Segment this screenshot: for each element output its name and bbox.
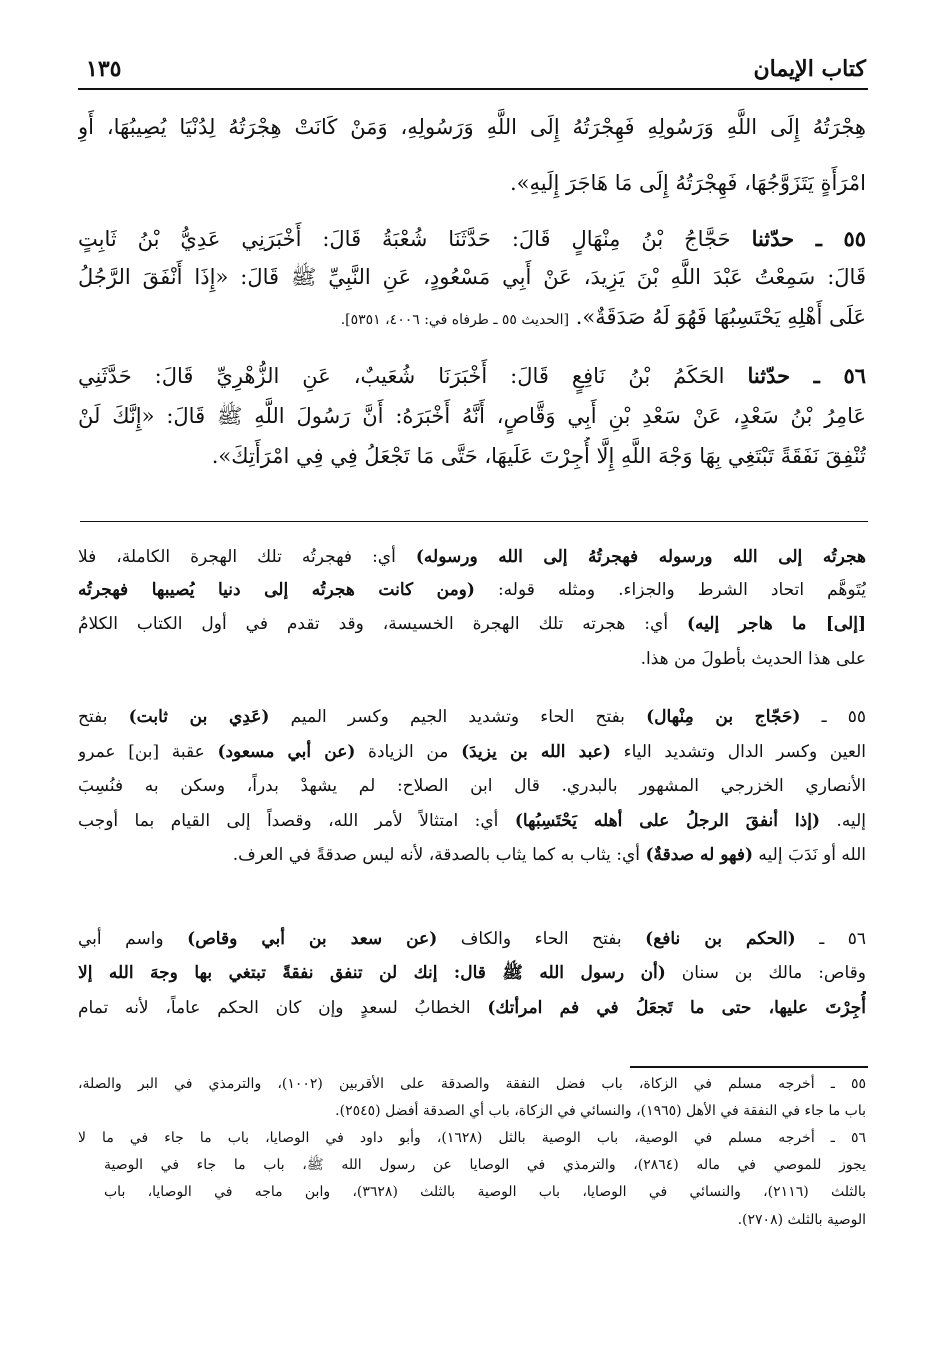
commentary-bold-segment: هجرتُه إلى الله ورسوله فهجرتُهُ إلى الله ورسوله) [415, 547, 866, 567]
commentary-segment: أي: يثاب به كما يثاب بالصدقة، لأنه ليس صدقةً في العرف. [232, 845, 646, 865]
hadith-line [78, 220, 866, 258]
footnote-segment: ٥٦ ـ أخرجه مسلم في الوصية، باب الوصية بالثل (١٦٢٨)، وأبو داود في الوصايا، باب ما جاء في ما لا [78, 1130, 866, 1146]
hadith-segment: الحَكَمُ بْنُ نَافِعٍ قَالَ: أَخْبَرَنَا شُعَيبٌ، عَنِ الزُّهْرِيِّ قَالَ: حَدَّثَنِي [78, 364, 748, 388]
hadith-line [78, 108, 866, 146]
hadith-segment: حَجَّاجُ بْنُ مِنْهَالٍ قَالَ: حَدَّثَنَا شُعْبَةُ قَالَ: أَخْبَرَنِي عَدِيُّ بْنُ ثَابِتٍ [78, 227, 752, 251]
page-number: ١٣٥ [86, 56, 122, 82]
commentary-bold-segment: (عبد الله بن يزيدَ) [461, 742, 611, 762]
commentary-line [78, 922, 866, 956]
hadith-segment: عَامِرُ بْنُ سَعْدٍ، عَنْ سَعْدِ بْنِ أَبِي وَقَّاصٍ، أَنَّهُ أَخْبَرَهُ: أَنَّ رَسُولَ اللَّهِ ﷺ قَالَ: «إِنَّكَ لَنْ [78, 404, 866, 428]
commentary-segment: أي: امتثالاً لأمر الله، وقصداً إلى القيام بما أوجب [78, 811, 515, 831]
hadith-bold-segment: ٥٦ ـ حدّثنا [747, 363, 866, 388]
commentary-segment: بفتح الحاء وتشديد الجيم وكسر الميم [269, 707, 647, 727]
footnote-segment: يجوز للموصي في ماله (٢٨٦٤)، والترمذي في الوصايا عن رسول الله ﷺ، باب ما جاء في الوصية [104, 1157, 866, 1173]
hadith-line [78, 437, 866, 475]
commentary-bold-segment: (ومن كانت هجرتُه إلى دنيا يُصيبها فهجرتُه [78, 580, 475, 600]
commentary-rule [80, 521, 868, 522]
running-header [80, 52, 866, 88]
hadith-segment: قَالَ: سَمِعْتُ عَبْدَ اللَّهِ بْنَ يَزِيدَ، عَنْ أَبِي مَسْعُودٍ، عَنِ النَّبِيِّ ﷺ قَالَ: «إِذَا أَنْفَقَ الرَّجُلُ [78, 265, 866, 289]
commentary-segment: واسم أبي [78, 929, 188, 949]
commentary-line [78, 991, 866, 1025]
commentary-segment: عقبة [بن] عمرو [78, 742, 218, 762]
commentary-segment: الله أو نَدَبَ إليه [753, 845, 866, 865]
commentary-line [78, 540, 866, 574]
header-rule [78, 88, 868, 90]
hadith-line [78, 397, 866, 435]
commentary-line [78, 956, 866, 990]
commentary-bold-segment: (عَدِي بن ثابت) [128, 707, 270, 727]
commentary-segment: من الزيادة [355, 742, 462, 762]
commentary-line [78, 804, 866, 838]
commentary-segment: أي: هجرته تلك الهجرة الخسيسة، وقد تقدم في أول الكتاب الكلامُ [78, 614, 687, 634]
commentary-bold-segment: (عن سعد بن أبي وقاص) [187, 929, 438, 949]
commentary-segment: ٥٦ ـ [795, 929, 866, 949]
commentary-bold-segment: (فهو له صدقةٌ) [645, 845, 753, 865]
commentary-line [78, 607, 866, 641]
commentary-segment: العين وكسر الدال وتشديد الياء [610, 742, 866, 762]
commentary-segment: الأنصاري الخزرجي المشهور بالبدري. قال ابن الصلاح: لم يشهدْ بدراً، وسكن به فنُسِبَ [78, 776, 866, 796]
commentary-line [78, 838, 866, 872]
footnote-segment: الوصية بالثلث (٢٧٠٨). [737, 1212, 866, 1228]
commentary-line [78, 700, 866, 734]
commentary-line [78, 642, 866, 676]
hadith-line [78, 357, 866, 395]
footnote-rule [630, 1066, 868, 1068]
commentary-segment: بفتح الحاء والكاف [437, 929, 646, 949]
footnote-line [104, 1098, 866, 1125]
hadith-segment: تُنْفِقَ نَفَقَةً تَبْتَغِي بِهَا وَجْهَ اللَّهِ إِلَّا أُجِرْتَ عَلَيهَا، حَتَّى مَا تَجْعَلُ فِي فِي امْرَأَتِكَ». [211, 444, 866, 468]
footnote-line [78, 1071, 866, 1098]
footnote-line [104, 1179, 866, 1206]
hadith-line [78, 258, 866, 296]
commentary-line [78, 573, 866, 607]
footnote-segment: بالثلث (٢١١٦)، والنسائي في الوصايا، باب الوصية بالثلث (٣٦٢٨)، وابن ماجه في الوصايا، باب [104, 1184, 866, 1200]
commentary-bold-segment: [إلى] ما هاجر إليه) [686, 614, 866, 634]
commentary-bold-segment: (عن أبي مسعود) [217, 742, 356, 762]
commentary-bold-segment: (أن رسول الله ﷺ قال: إنك لن تنفق نفقةً تبتغي بها وجهَ الله إلا [78, 963, 666, 983]
commentary-line [78, 735, 866, 769]
commentary-segment: إليه. [820, 811, 866, 831]
hadith-bold-segment: ٥٥ ـ حدّثنا [751, 226, 866, 251]
footnote-line [104, 1207, 866, 1234]
commentary-segment: على هذا الحديث بأطولَ من هذا. [640, 649, 866, 669]
commentary-bold-segment: (حَجّاج بن مِنْهال) [646, 707, 801, 727]
commentary-bold-segment: أُجِرْتَ عليها، حتى ما تَجعَلُ في فم امرأتك) [487, 998, 866, 1018]
commentary-segment: وقاص: مالك بن سنان [665, 963, 866, 983]
footnote-line [78, 1125, 866, 1152]
commentary-segment: أي: فهجرتُه تلك الهجرة الكاملة، فلا [78, 547, 416, 567]
hadith-segment: امْرَأَةٍ يَتَزَوَّجُهَا، فَهِجْرَتُهُ إِلَى مَا هَاجَرَ إِلَيهِ». [509, 171, 866, 195]
hadith-line [78, 164, 866, 202]
hadith-line [78, 298, 866, 336]
cross-reference: [الحديث ٥٥ ـ طرفاه في: ٤٠٠٦، ٥٣٥١]. [340, 312, 570, 328]
hadith-segment: هِجْرَتُهُ إِلَى اللَّهِ وَرَسُولِهِ فَهِجْرَتُهُ إِلَى اللَّهِ وَرَسُولِهِ، وَمَنْ كَانَتْ هِجْرَتُهُ لِدُنْيَا يُصِيبُهَا، أَوِ [78, 115, 866, 139]
footnote-segment: باب ما جاء في النفقة في الأهل (١٩٦٥)، والنسائي في الزكاة، باب أي الصدقة أفضل (٢٥٤٥). [335, 1103, 866, 1119]
commentary-segment: ٥٥ ـ [800, 707, 866, 727]
hadith-segment: عَلَى أَهْلِهِ يَحْتَسِبُهَا فَهُوَ لَهُ صَدَقَةٌ». [569, 305, 866, 329]
footnote-line [104, 1152, 866, 1179]
chapter-title: كتاب الإيمان [753, 56, 866, 82]
commentary-segment: يُتَوهَّم اتحاد الشرط والجزاء. ومثله قوله: [474, 580, 866, 600]
commentary-bold-segment: (الحكم بن نافع) [645, 929, 796, 949]
footnote-segment: ٥٥ ـ أخرجه مسلم في الزكاة، باب فضل النفقة والصدقة على الأقربين (١٠٠٢)، والترمذي في البر والصلة، [78, 1076, 866, 1092]
commentary-bold-segment: (إذا أنفقَ الرجلُ على أهله يَحْتَسِبُها) [514, 811, 820, 831]
commentary-segment: بفتح [78, 707, 129, 727]
commentary-segment: الخطابُ لسعدٍ وإن كان الحكم عاماً، لأنه تمام [78, 998, 488, 1018]
commentary-line [78, 769, 866, 803]
